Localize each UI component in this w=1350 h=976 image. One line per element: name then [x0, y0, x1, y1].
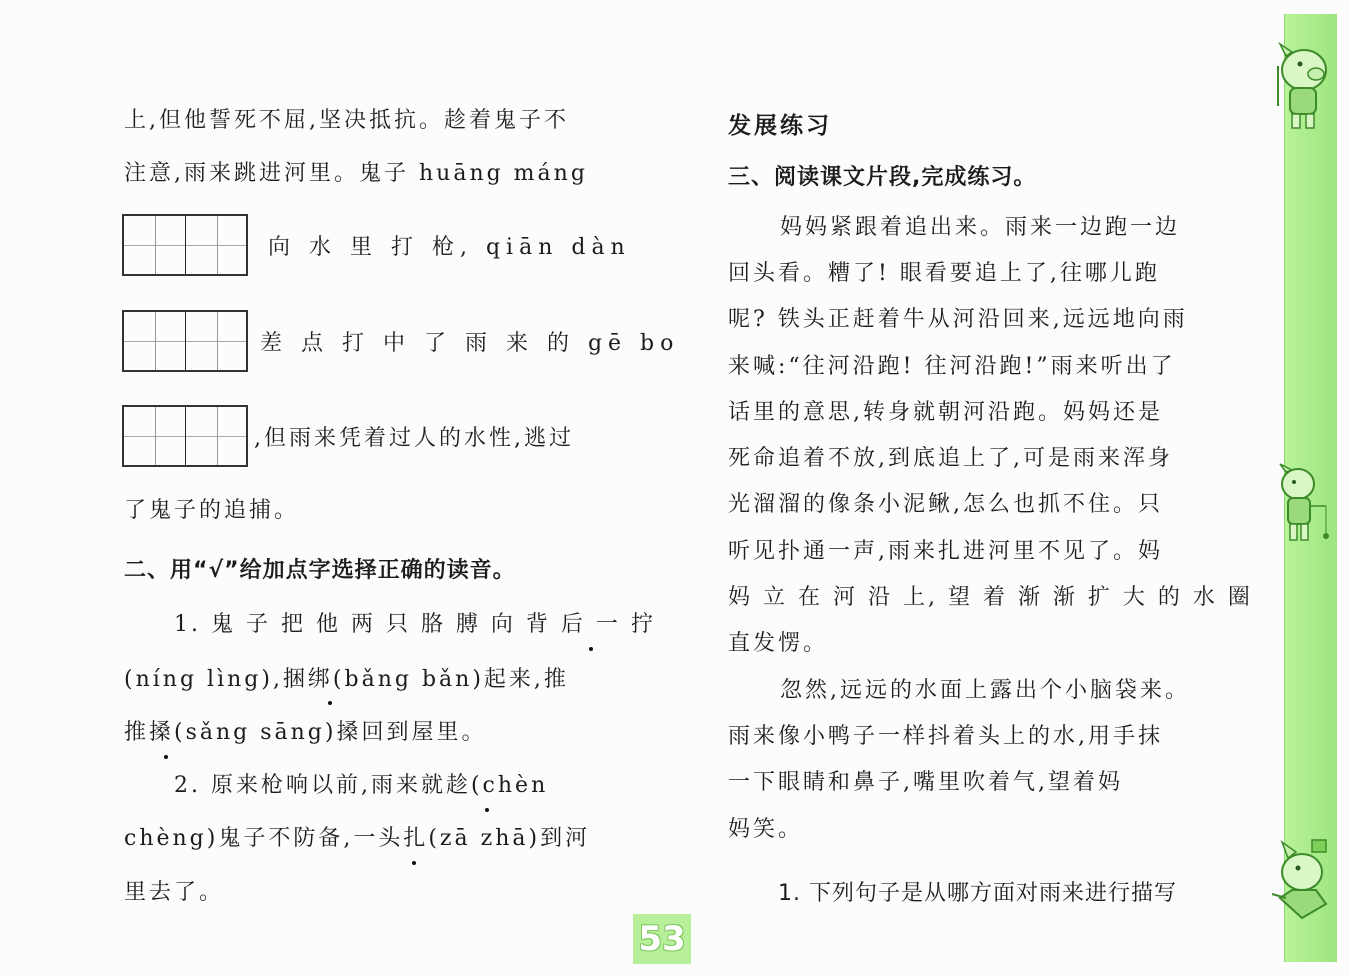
text-line-3: 向 水 里 打 枪, qiān dàn — [268, 235, 631, 260]
text-line-4: 差 点 打 中 了 雨 来 的 gē bo — [260, 331, 680, 356]
answer-box-2[interactable] — [122, 310, 248, 372]
para2-line-1: 忽然,远远的水面上露出个小脑袋来。 — [780, 678, 1190, 703]
emphasis-dot — [164, 755, 168, 759]
para2-line-2: 雨来像小鸭子一样抖着头上的水,用手抹 — [728, 724, 1163, 749]
emphasis-dot — [485, 808, 489, 812]
q1-line-3: 推搡(sǎng sāng)搡回到屋里。 — [124, 720, 487, 745]
text-line-1: 上,但他誓死不屈,坚决抵抗。趁着鬼子不 — [124, 108, 569, 133]
para1-line-3: 呢? 铁头正赶着牛从河沿回来,远远地向雨 — [728, 307, 1188, 332]
para1-line-6: 死命追着不放,到底追上了,可是雨来浑身 — [728, 446, 1173, 471]
para1-line-1: 妈妈紧跟着追出来。雨来一边跑一边 — [780, 215, 1181, 240]
q1-line-2: (níng lìng),捆绑(bǎng bǎn)起来,推 — [124, 667, 569, 692]
q2-line-1: 2. 原来枪响以前,雨来就趁(chèn — [174, 773, 549, 798]
para2-line-3: 一下眼睛和鼻子,嘴里吹着气,望着妈 — [728, 770, 1123, 795]
section-2-title: 二、用“√”给加点字选择正确的读音。 — [124, 558, 516, 583]
q2-line-3: 里去了。 — [124, 880, 225, 905]
text-line-2: 注意,雨来跳进河里。鬼子 huāng máng — [124, 161, 588, 186]
section-3-title: 三、阅读课文片段,完成练习。 — [728, 165, 1037, 190]
para1-line-2: 回头看。糟了! 眼看要追上了,往哪儿跑 — [728, 261, 1160, 286]
emphasis-dot — [412, 861, 416, 865]
para1-line-5: 话里的意思,转身就朝河沿跑。妈妈还是 — [728, 400, 1163, 425]
para1-line-10: 直发愣。 — [728, 631, 829, 656]
question-1: 1. 下列句子是从哪方面对雨来进行描写 — [778, 881, 1177, 906]
para1-line-8: 听见扑通一声,雨来扎进河里不见了。妈 — [728, 539, 1163, 564]
para1-line-4: 来喊:“往河沿跑! 往河沿跑!”雨来听出了 — [728, 354, 1176, 379]
text-line-6: 了鬼子的追捕。 — [124, 498, 300, 523]
emphasis-dot — [328, 701, 332, 705]
emphasis-dot — [589, 647, 593, 651]
q1-line-1: 1. 鬼 子 把 他 两 只 胳 膊 向 背 后 一 拧 — [174, 612, 656, 637]
answer-box-3[interactable] — [122, 405, 248, 467]
page-number: 53 — [633, 914, 691, 964]
dog-mascot-icon — [1262, 832, 1336, 932]
section-heading: 发展练习 — [728, 113, 832, 139]
text-line-5: ,但雨来凭着过人的水性,逃过 — [254, 426, 574, 451]
para2-line-4: 妈笑。 — [728, 817, 804, 842]
pig-mascot-icon — [1258, 36, 1338, 136]
q2-line-2: chèng)鬼子不防备,一头扎(zā zhā)到河 — [124, 826, 591, 851]
para1-line-7: 光溜溜的像条小泥鳅,怎么也抓不住。只 — [728, 492, 1163, 517]
answer-box-1[interactable] — [122, 214, 248, 276]
yoyo-mascot-icon — [1264, 462, 1334, 548]
para1-line-9: 妈 立 在 河 沿 上, 望 着 渐 渐 扩 大 的 水 圈 — [728, 585, 1253, 610]
